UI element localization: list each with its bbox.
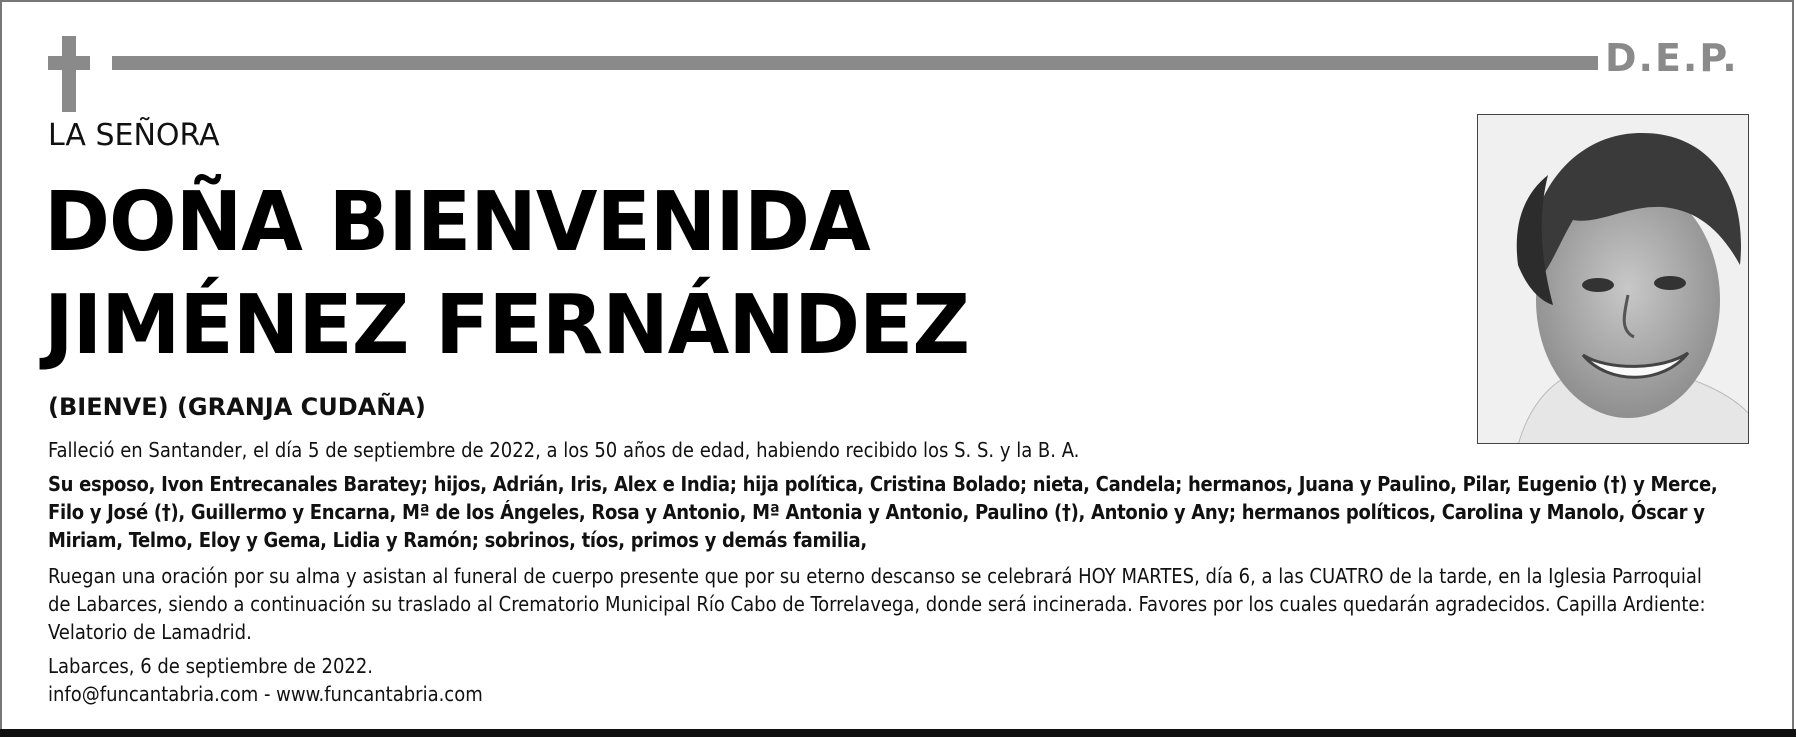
contact-text: info@funcantabria.com - www.funcantabria.com (48, 682, 483, 706)
dep-label: D.E.P. (1605, 36, 1739, 80)
cross-icon (48, 36, 90, 112)
deceased-name-line1: DOÑA BIENVENIDA (44, 175, 870, 270)
portrait-photo (1477, 114, 1749, 444)
service-text: Ruegan una oración por su alma y asistan al funeral de cuerpo presente que por su eterno descanso se celebrará HOY MARTES, día 6, a las CUATRO de la tarde, en la Iglesia Parroquial de Labarces, siendo a continuación su traslado al Crematorio Municipal Río Cabo de Torrelavega, donde será incinerada. Favores por los cuales quedarán agradecidos. Capilla Ardiente: Velatorio de Lamadrid. (48, 564, 1706, 644)
bottom-border (0, 729, 1796, 737)
alias-text: (BIENVE) (GRANJA CUDAÑA) (48, 393, 426, 421)
intro-title: LA SEÑORA (48, 118, 220, 153)
header-rule (112, 56, 1598, 70)
deceased-name-line2: JIMÉNEZ FERNÁNDEZ (44, 278, 970, 373)
portrait-image (1478, 115, 1749, 444)
death-notice-text: Falleció en Santander, el día 5 de septiembre de 2022, a los 50 años de edad, habiendo recibido los S. S. y la B. A. (48, 438, 1080, 462)
family-list-text: Su esposo, Ivon Entrecanales Baratey; hijos, Adrián, Iris, Alex e India; hija política, Cristina Bolado; nieta, Candela; hermanos, Juana y Paulino, Pilar, Eugenio (†) y Merce, Filo y José (†), Guillermo y Encarna, Mª de los Ángeles, Rosa y Antonio, Mª Antonia y Antonio, Paulino (†), Antonio y Any; hermanos políticos, Carolina y Manolo, Óscar y Miriam, Telmo, Eloy y Gema, Lidia y Ramón; sobrinos, tíos, primos y demás familia, (48, 472, 1718, 552)
place-date-text: Labarces, 6 de septiembre de 2022. (48, 654, 373, 678)
